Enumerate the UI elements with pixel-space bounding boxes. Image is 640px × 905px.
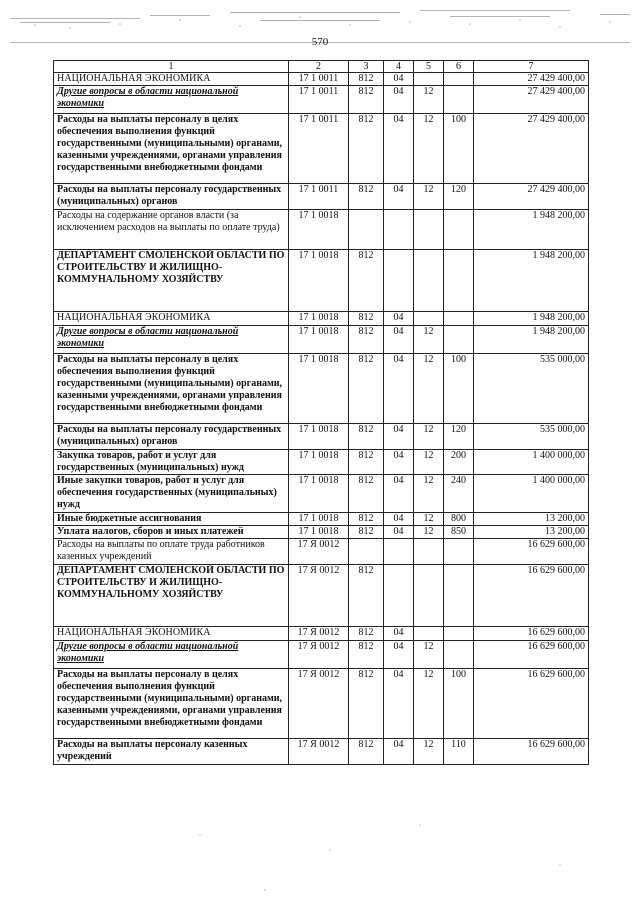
row-grbs: 812 xyxy=(349,450,384,475)
row-expense-type xyxy=(444,539,474,565)
row-grbs: 812 xyxy=(349,424,384,450)
row-section xyxy=(384,250,414,312)
row-expense-type xyxy=(444,641,474,669)
row-section: 04 xyxy=(384,354,414,424)
table-row xyxy=(54,73,589,86)
row-name: Расходы на выплаты персоналу в целях обеспечения выполнения функций государственными (муниципальными) органами, казенными учреждениями, органами управления государственными внебюджетными фондами xyxy=(54,669,289,739)
row-grbs: 812 xyxy=(349,184,384,210)
row-amount: 16 629 600,00 xyxy=(474,565,589,627)
row-target-code: 17 1 0018 xyxy=(289,326,349,354)
row-target-code: 17 1 0018 xyxy=(289,250,349,312)
row-target-code: 17 Я 0012 xyxy=(289,627,349,641)
col-header-4: 4 xyxy=(384,61,414,73)
row-name: Другие вопросы в области национальной экономики xyxy=(54,86,289,114)
row-amount: 27 429 400,00 xyxy=(474,86,589,114)
row-section: 04 xyxy=(384,312,414,326)
table-row xyxy=(54,475,589,513)
row-grbs: 812 xyxy=(349,73,384,86)
row-grbs: 812 xyxy=(349,86,384,114)
row-subsection: 12 xyxy=(414,513,444,526)
scan-noise-footer xyxy=(0,795,640,905)
table-row xyxy=(54,326,589,354)
row-subsection: 12 xyxy=(414,475,444,513)
row-name: Расходы на содержание органов власти (за исключением расходов на выплаты по оплате труда) xyxy=(54,210,289,250)
row-target-code: 17 1 0018 xyxy=(289,424,349,450)
row-section: 04 xyxy=(384,526,414,539)
row-expense-type: 120 xyxy=(444,184,474,210)
row-expense-type xyxy=(444,86,474,114)
row-section: 04 xyxy=(384,739,414,765)
row-target-code: 17 1 0018 xyxy=(289,526,349,539)
row-section: 04 xyxy=(384,114,414,184)
row-section: 04 xyxy=(384,450,414,475)
row-subsection: 12 xyxy=(414,114,444,184)
row-expense-type: 200 xyxy=(444,450,474,475)
row-subsection xyxy=(414,73,444,86)
row-amount: 16 629 600,00 xyxy=(474,539,589,565)
row-section: 04 xyxy=(384,184,414,210)
row-target-code: 17 Я 0012 xyxy=(289,669,349,739)
row-amount: 535 000,00 xyxy=(474,424,589,450)
row-subsection: 12 xyxy=(414,669,444,739)
col-header-6: 6 xyxy=(444,61,474,73)
row-target-code: 17 1 0018 xyxy=(289,450,349,475)
table-row xyxy=(54,184,589,210)
row-grbs: 812 xyxy=(349,250,384,312)
row-name: НАЦИОНАЛЬНАЯ ЭКОНОМИКА xyxy=(54,312,289,326)
row-grbs: 812 xyxy=(349,513,384,526)
row-expense-type: 240 xyxy=(444,475,474,513)
row-grbs: 812 xyxy=(349,641,384,669)
table-row xyxy=(54,114,589,184)
row-amount: 1 948 200,00 xyxy=(474,250,589,312)
col-header-1: 1 xyxy=(54,61,289,73)
row-grbs: 812 xyxy=(349,114,384,184)
table-row xyxy=(54,450,589,475)
table-row xyxy=(54,250,589,312)
row-expense-type xyxy=(444,250,474,312)
row-section: 04 xyxy=(384,513,414,526)
row-subsection xyxy=(414,627,444,641)
row-amount: 27 429 400,00 xyxy=(474,73,589,86)
table-row xyxy=(54,354,589,424)
row-amount: 16 629 600,00 xyxy=(474,739,589,765)
table-row xyxy=(54,312,589,326)
col-header-7: 7 xyxy=(474,61,589,73)
row-section: 04 xyxy=(384,627,414,641)
row-grbs: 812 xyxy=(349,312,384,326)
row-target-code: 17 1 0018 xyxy=(289,312,349,326)
row-expense-type: 120 xyxy=(444,424,474,450)
table-row xyxy=(54,539,589,565)
table-row xyxy=(54,526,589,539)
row-grbs: 812 xyxy=(349,526,384,539)
budget-table xyxy=(53,60,589,765)
row-amount: 16 629 600,00 xyxy=(474,641,589,669)
row-name: Другие вопросы в области национальной экономики xyxy=(54,326,289,354)
row-name: ДЕПАРТАМЕНТ СМОЛЕНСКОЙ ОБЛАСТИ ПО СТРОИТЕЛЬСТВУ И ЖИЛИЩНО-КОММУНАЛЬНОМУ ХОЗЯЙСТВУ xyxy=(54,565,289,627)
row-subsection: 12 xyxy=(414,526,444,539)
row-name: Уплата налогов, сборов и иных платежей xyxy=(54,526,289,539)
row-name: Расходы на выплаты персоналу в целях обеспечения выполнения функций государственными (муниципальными) органами, казенными учреждениями, органами управления государственными внебюджетными фондами xyxy=(54,114,289,184)
row-subsection: 12 xyxy=(414,354,444,424)
table-row xyxy=(54,739,589,765)
row-expense-type: 850 xyxy=(444,526,474,539)
row-subsection: 12 xyxy=(414,641,444,669)
row-target-code: 17 Я 0012 xyxy=(289,739,349,765)
row-amount: 16 629 600,00 xyxy=(474,627,589,641)
row-name: НАЦИОНАЛЬНАЯ ЭКОНОМИКА xyxy=(54,627,289,641)
row-grbs xyxy=(349,210,384,250)
row-expense-type: 800 xyxy=(444,513,474,526)
row-subsection: 12 xyxy=(414,326,444,354)
row-section xyxy=(384,210,414,250)
row-expense-type xyxy=(444,627,474,641)
row-amount: 1 400 000,00 xyxy=(474,475,589,513)
col-header-2: 2 xyxy=(289,61,349,73)
row-section: 04 xyxy=(384,641,414,669)
table-row xyxy=(54,210,589,250)
row-subsection: 12 xyxy=(414,424,444,450)
col-header-5: 5 xyxy=(414,61,444,73)
row-expense-type xyxy=(444,565,474,627)
table-row xyxy=(54,641,589,669)
row-subsection xyxy=(414,250,444,312)
row-name: Другие вопросы в области национальной экономики xyxy=(54,641,289,669)
row-target-code: 17 1 0018 xyxy=(289,210,349,250)
table-row xyxy=(54,627,589,641)
row-grbs: 812 xyxy=(349,739,384,765)
table-row xyxy=(54,513,589,526)
row-expense-type xyxy=(444,73,474,86)
row-subsection: 12 xyxy=(414,184,444,210)
row-grbs xyxy=(349,539,384,565)
table-row xyxy=(54,86,589,114)
row-name: Иные бюджетные ассигнования xyxy=(54,513,289,526)
row-expense-type xyxy=(444,326,474,354)
row-amount: 13 200,00 xyxy=(474,526,589,539)
row-amount: 1 948 200,00 xyxy=(474,326,589,354)
row-name: Расходы на выплаты по оплате труда работников казенных учреждений xyxy=(54,539,289,565)
row-name: ДЕПАРТАМЕНТ СМОЛЕНСКОЙ ОБЛАСТИ ПО СТРОИТЕЛЬСТВУ И ЖИЛИЩНО-КОММУНАЛЬНОМУ ХОЗЯЙСТВУ xyxy=(54,250,289,312)
row-name: НАЦИОНАЛЬНАЯ ЭКОНОМИКА xyxy=(54,73,289,86)
row-subsection xyxy=(414,539,444,565)
row-grbs: 812 xyxy=(349,627,384,641)
row-subsection xyxy=(414,565,444,627)
row-target-code: 17 1 0018 xyxy=(289,513,349,526)
row-expense-type: 110 xyxy=(444,739,474,765)
table-body xyxy=(54,61,589,765)
row-grbs: 812 xyxy=(349,475,384,513)
row-grbs: 812 xyxy=(349,565,384,627)
row-subsection: 12 xyxy=(414,86,444,114)
row-amount: 1 400 000,00 xyxy=(474,450,589,475)
row-expense-type xyxy=(444,210,474,250)
row-section: 04 xyxy=(384,669,414,739)
row-name: Закупка товаров, работ и услуг для государственных (муниципальных) нужд xyxy=(54,450,289,475)
row-section: 04 xyxy=(384,86,414,114)
row-name: Расходы на выплаты персоналу казенных учреждений xyxy=(54,739,289,765)
row-name: Расходы на выплаты персоналу государственных (муниципальных) органов xyxy=(54,424,289,450)
row-target-code: 17 Я 0012 xyxy=(289,539,349,565)
row-grbs: 812 xyxy=(349,354,384,424)
col-header-3: 3 xyxy=(349,61,384,73)
row-amount: 27 429 400,00 xyxy=(474,114,589,184)
row-section: 04 xyxy=(384,424,414,450)
row-target-code: 17 1 0011 xyxy=(289,184,349,210)
row-subsection: 12 xyxy=(414,450,444,475)
row-subsection xyxy=(414,312,444,326)
row-section: 04 xyxy=(384,326,414,354)
row-expense-type: 100 xyxy=(444,114,474,184)
row-section: 04 xyxy=(384,475,414,513)
row-subsection xyxy=(414,210,444,250)
row-section xyxy=(384,565,414,627)
table-row xyxy=(54,669,589,739)
row-target-code: 17 1 0018 xyxy=(289,354,349,424)
row-target-code: 17 1 0011 xyxy=(289,114,349,184)
table-row xyxy=(54,565,589,627)
row-amount: 27 429 400,00 xyxy=(474,184,589,210)
row-amount: 13 200,00 xyxy=(474,513,589,526)
row-target-code: 17 1 0018 xyxy=(289,475,349,513)
page-number: 570 xyxy=(311,36,329,48)
row-grbs: 812 xyxy=(349,669,384,739)
row-grbs: 812 xyxy=(349,326,384,354)
scan-noise-header xyxy=(0,0,640,60)
row-amount: 1 948 200,00 xyxy=(474,210,589,250)
row-amount: 16 629 600,00 xyxy=(474,669,589,739)
row-section: 04 xyxy=(384,73,414,86)
row-target-code: 17 1 0011 xyxy=(289,86,349,114)
row-amount: 535 000,00 xyxy=(474,354,589,424)
row-target-code: 17 1 0011 xyxy=(289,73,349,86)
row-section xyxy=(384,539,414,565)
row-name: Расходы на выплаты персоналу государственных (муниципальных) органов xyxy=(54,184,289,210)
table-row xyxy=(54,424,589,450)
row-name: Расходы на выплаты персоналу в целях обеспечения выполнения функций государственными (муниципальными) органами, казенными учреждениями, органами управления государственными внебюджетными фондами xyxy=(54,354,289,424)
row-expense-type: 100 xyxy=(444,669,474,739)
row-expense-type xyxy=(444,312,474,326)
row-expense-type: 100 xyxy=(444,354,474,424)
header-row xyxy=(54,61,589,73)
row-subsection: 12 xyxy=(414,739,444,765)
row-target-code: 17 Я 0012 xyxy=(289,565,349,627)
row-name: Иные закупки товаров, работ и услуг для обеспечения государственных (муниципальных) нужд xyxy=(54,475,289,513)
row-amount: 1 948 200,00 xyxy=(474,312,589,326)
row-target-code: 17 Я 0012 xyxy=(289,641,349,669)
